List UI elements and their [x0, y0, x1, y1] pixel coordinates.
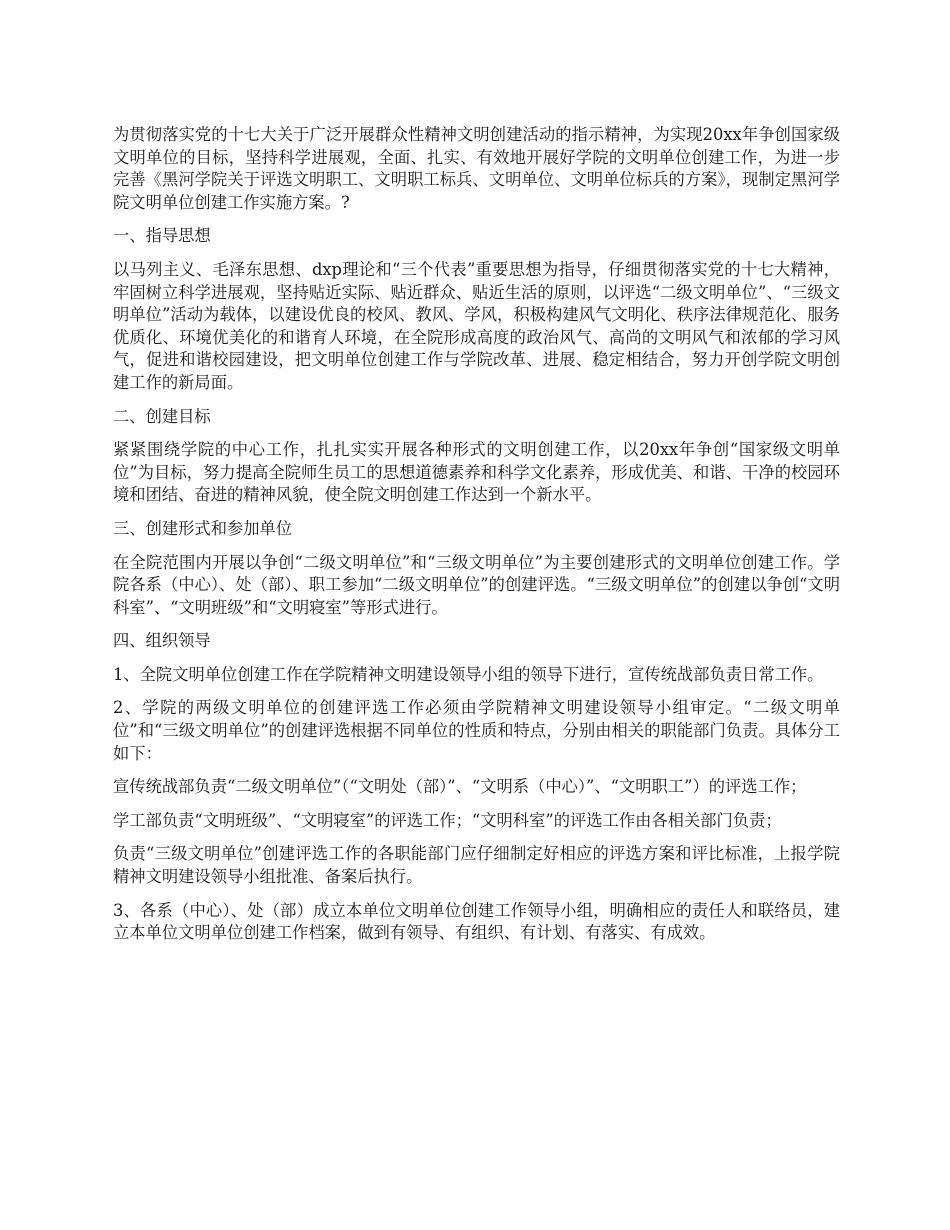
division-student-affairs: 学工部负责“文明班级”、“文明寝室”的评选工作；“文明科室”的评选工作由各相关部门负责； [113, 810, 782, 830]
goals-paragraph: 紧紧围绕学院的中心工作，扎扎实实开展各种形式的文明创建工作，以20xx年争创“国家级文明单位”为目标，努力提高全院师生员工的思想道德素养和科学文化素养，形成优美、和谐、干净的校园环境和团结、奋进的精神风貌，使全院文明创建工作达到一个新水平。 [113, 440, 840, 505]
guiding-ideology-paragraph: 以马列主义、毛泽东思想、dxp理论和“三个代表”重要思想为指导，仔细贯彻落实党的十七大精神，牢固树立科学进展观，坚持贴近实际、贴近群众、贴近生活的原则，以评选“二级文明单位”、“三级文明单位”活动为载体，以建设优良的校风、教风、学风，积极构建风气文明化、秩序法律规范化、服务优质化、环境优美化的和谐育人环境，在全院形成高度的政治风气、高尚的文明风气和浓郁的学习风气，促进和谐校园建设，把文明单位创建工作与学院改革、进展、稳定相结合，努力开创学院文明创建工作的新局面。 [113, 259, 840, 392]
division-propaganda-dept: 宣传统战部负责“二级文明单位”（“文明处（部）”、“文明系（中心）”、“文明职工”）的评选工作； [113, 777, 807, 797]
forms-and-units-paragraph: 在全院范围内开展以争创“二级文明单位”和“三级文明单位”为主要创建形式的文明单位创建工作。学院各系（中心）、处（部）、职工参加“二级文明单位”的创建评选。“三级文明单位”的创建以争创“文明科室”、“文明班级”和“文明寝室”等形式进行。 [113, 552, 840, 617]
document-page [113, 124, 840, 956]
division-functional-depts: 负责“三级文明单位”创建评选工作的各职能部门应仔细制定好相应的评选方案和评比标准，上报学院精神文明建设领导小组批准、备案后执行。 [113, 844, 840, 887]
leadership-item-1: 1、全院文明单位创建工作在学院精神文明建设领导小组的领导下进行，宣传统战部负责日常工作。 [113, 664, 824, 684]
intro-paragraph: 为贯彻落实党的十七大关于广泛开展群众性精神文明创建活动的指示精神，为实现20xx年争创国家级文明单位的目标，坚持科学进展观，全面、扎实、有效地开展好学院的文明单位创建工作，为进一步完善《黑河学院关于评选文明职工、文明职工标兵、文明单位、文明单位标兵的方案》，现制定黑河学院文明单位创建工作实施方案。? [113, 125, 840, 212]
section-heading-goals: 二、创建目标 [113, 406, 211, 426]
leadership-item-2: 2、学院的两级文明单位的创建评选工作必须由学院精神文明建设领导小组审定。“二级文明单位”和“三级文明单位”的创建评选根据不同单位的性质和特点，分别由相关的职能部门负责。具体分工如下： [113, 698, 840, 763]
section-heading-guiding-ideology: 一、指导思想 [113, 226, 211, 246]
section-heading-leadership: 四、组织领导 [113, 631, 211, 651]
section-heading-forms-and-units: 三、创建形式和参加单位 [113, 518, 293, 538]
leadership-item-3: 3、各系（中心）、处（部）成立本单位文明单位创建工作领导小组，明确相应的责任人和联络员，建立本单位文明单位创建工作档案，做到有领导、有组织、有计划、有落实、有成效。 [113, 900, 840, 943]
